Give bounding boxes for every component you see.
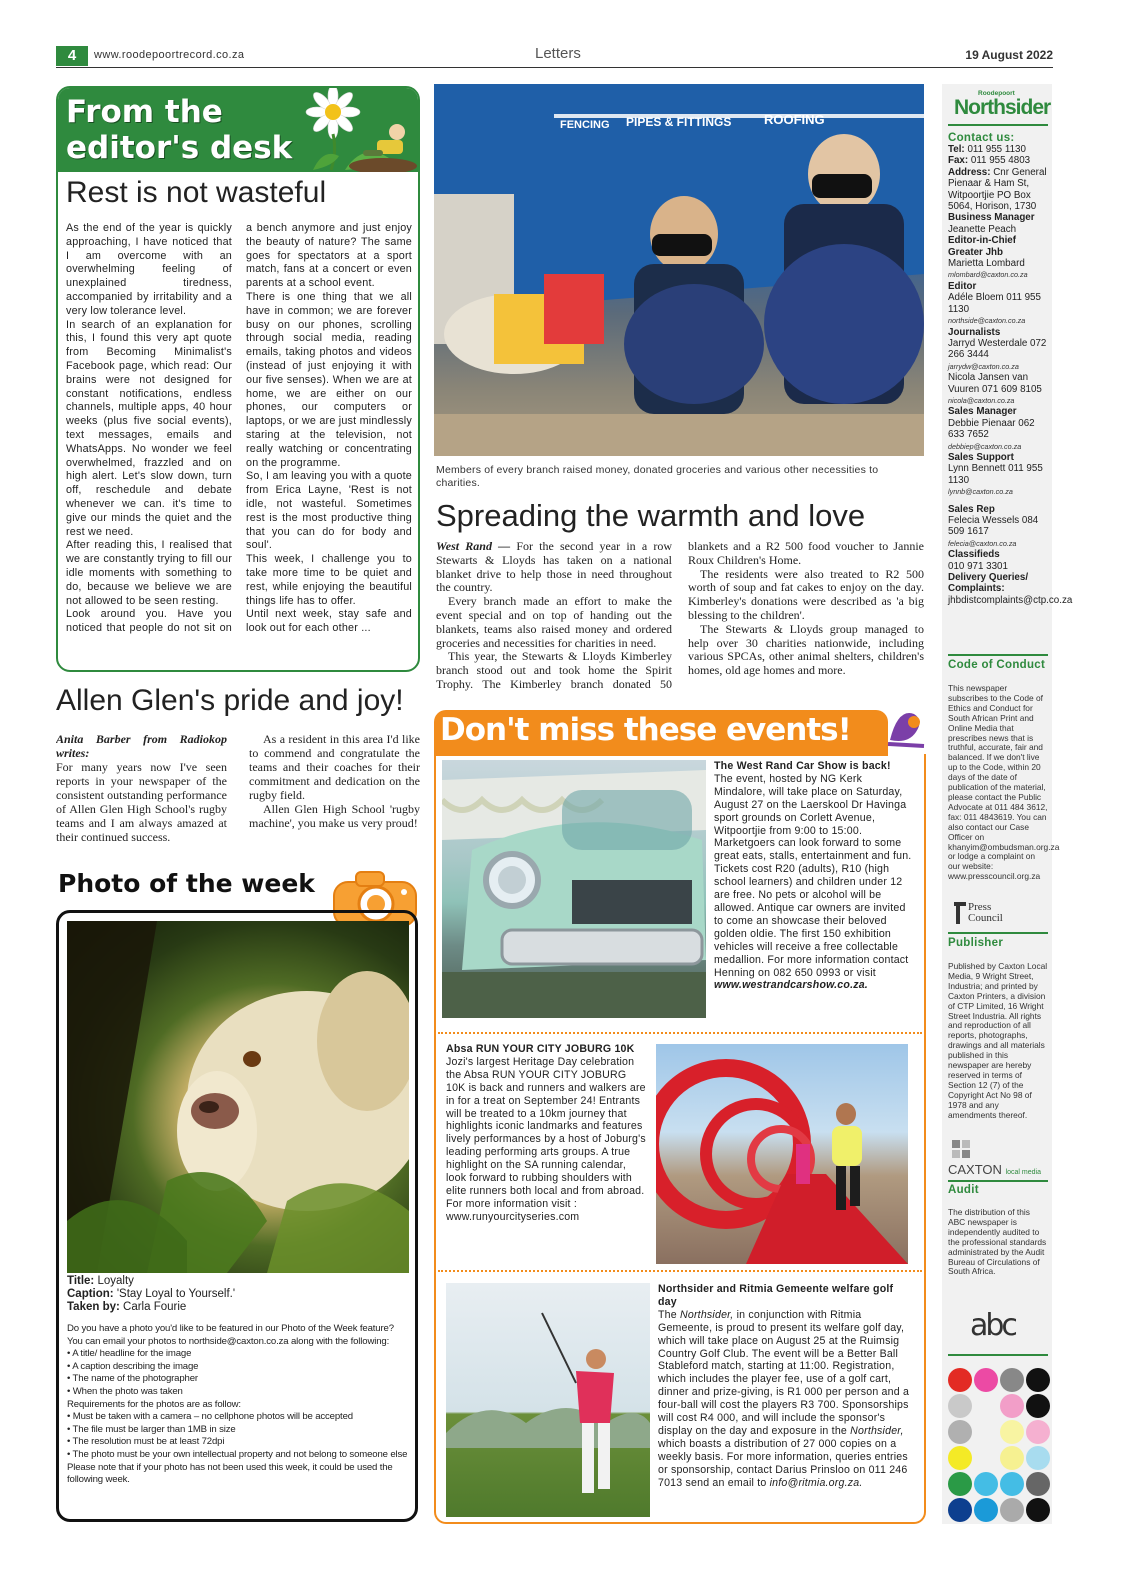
car-show-photo xyxy=(442,760,706,1018)
golf-email-link[interactable]: info@ritmia.org.za. xyxy=(769,1476,863,1489)
page-number: 4 xyxy=(56,46,88,66)
car-show-event xyxy=(714,760,914,992)
color-dot xyxy=(948,1472,972,1496)
letter-paragraph: As a resident in this area I'd like to commend and congratulate the teams and their coaches for their commitment and dedication on the rugby field. xyxy=(249,732,420,802)
photo-caption-line: Caption: 'Stay Loyal to Yourself.' xyxy=(67,1288,236,1300)
dateline: West Rand — xyxy=(436,540,511,553)
party-horn-icon xyxy=(884,700,928,750)
audit-heading: Audit xyxy=(948,1184,979,1196)
letter-paragraph: For many years now I've seen reports in your newspaper of the consistent outstanding performance of Allen Glen High School's rugby teams and I am always amazed at their continued success. xyxy=(56,760,227,844)
color-dot xyxy=(948,1368,972,1392)
daisy-cartoon-icon xyxy=(293,86,419,172)
editor-paragraph: Look around you. Have you noticed that people do not sit on a bench anymore and just enjoy the beauty of nature? The same goes for spectators at a sport match, fans at a concert or even parents at a school event. xyxy=(66,222,412,635)
article-paragraph: Every branch made an effort to make the event special and on top of handing out the blankets, teams also raised money and ordered groceries and necessities for charities in need. xyxy=(436,594,672,650)
blanket-drive-illustration xyxy=(434,84,924,456)
allen-glen-headline: Allen Glen's pride and joy! xyxy=(56,684,404,717)
masthead-top: Roodepoort xyxy=(978,90,1015,97)
issue-date: 19 August 2022 xyxy=(965,48,1053,62)
color-dot xyxy=(1000,1472,1024,1496)
color-dot xyxy=(948,1498,972,1522)
run-event xyxy=(446,1043,646,1224)
requirements-heading: Requirements for the photos are as follow: xyxy=(67,1398,241,1410)
editor-paragraph: After reading this, I realised that we are constantly trying to fill our idle moments with something to do, because we believe we are not allowed to be seen resting. xyxy=(66,539,232,607)
run-title: Absa RUN YOUR CITY JOBURG 10K xyxy=(446,1043,635,1055)
requirement-item: • The file must be larger than 1MB in size xyxy=(67,1423,236,1435)
dog-illustration xyxy=(67,921,409,1273)
editor-banner xyxy=(58,88,418,172)
events-divider xyxy=(438,1032,922,1034)
sidebar-rule xyxy=(948,1180,1048,1182)
color-dot xyxy=(948,1394,972,1418)
run-photo xyxy=(656,1044,908,1264)
sidebar-rule xyxy=(948,1354,1048,1356)
audit-text: The distribution of this ABC newspaper is independently audited to the professional standards administrated by the Audit Bureau of Circulations of South Africa. xyxy=(948,1207,1047,1277)
vintage-car-illustration xyxy=(442,760,706,1018)
submission-note: Please note that if your photo has not been used this week, it could be used the following week. xyxy=(67,1461,393,1486)
publisher-heading: Publisher xyxy=(948,937,1004,949)
color-dot xyxy=(974,1472,998,1496)
golf-body: The Northsider, in conjunction with Ritmia Gemeente, is proud to present its welfare golf day, which will take place on August 25 at the Ruimsig Country Golf Club. The event will be a Better Ball Stableford match, starting at 11:00. Registration, which includes the player fee, use of a golf cart, dinner and prize-giving, is R1 000 per person and a four-ball will cost the players R3 700. Sponsorships will cost R4 000, and will include the sponsor's display on the day and exposure in the Northsider, which boasts a distribution of 27 000 copies on a weekly basis. For more information, queries entries or sponsorship, contact Darius Prinsloo on 011 246 7013 send an email to info@ritmia.org.za. xyxy=(658,1308,910,1489)
caxton-logo: CAXTON local media xyxy=(948,1162,1041,1177)
photo-of-week-title: Photo of the week xyxy=(58,869,315,898)
blanket-drive-photo xyxy=(434,84,924,456)
submission-item: • A title/ headline for the image xyxy=(67,1348,192,1360)
article-paragraph: The residents were also treated to R2 500 worth of soup and fat cakes to enjoy on the day. Kimberley's donations were described as 'a big blessing to the children'. xyxy=(688,566,924,622)
submission-item: • When the photo was taken xyxy=(67,1385,183,1397)
editor-paragraph: As the end of the year is quickly approaching, I have noticed that I am overcome with an overwhelming feeling of unexplained tiredness, accompanied by irritability and a very low tolerance level. xyxy=(66,222,232,317)
staff-entry: Classifieds 010 971 3301 xyxy=(948,549,1008,572)
staff-entry: Editor Adéle Bloem 011 955 1130 northside@caxton.co.za xyxy=(948,280,1041,326)
dog-photo xyxy=(67,921,409,1273)
golf-title: Northsider and Ritmia Gemeente welfare golf day xyxy=(658,1283,894,1308)
color-dot xyxy=(1026,1472,1050,1496)
submission-item: • The name of the photographer xyxy=(67,1373,198,1385)
photo-caption: Members of every branch raised money, donated groceries and various other necessities to charities. xyxy=(436,464,879,489)
color-dot xyxy=(1000,1498,1024,1522)
contact-line: Tel: 011 955 1130 xyxy=(948,144,1026,155)
color-dot xyxy=(1000,1446,1024,1470)
editor-column xyxy=(66,222,412,666)
contact-heading: Contact us: xyxy=(948,132,1015,144)
color-dot xyxy=(974,1368,998,1392)
events-banner-title: Don't miss these events! xyxy=(440,712,851,748)
letter-byline: Anita Barber from Radiokop writes: xyxy=(56,732,227,760)
main-headline: Spreading the warmth and love xyxy=(436,498,866,533)
editor-paragraph: There is one thing that we all have in common; we are forever busy on our phones, scrolling through social media, reading emails, taking photos and videos (instead of just enjoying it with our five senses). When we are at home, we are either on our phones, our computers or laptops, or we are just mindlessly staring at the television, not really watching or concentrating on the programme. xyxy=(246,290,412,469)
requirement-item: • The resolution must be at least 72dpi xyxy=(67,1436,225,1448)
color-dot xyxy=(1026,1420,1050,1444)
contact-details xyxy=(948,144,1073,606)
color-dot xyxy=(1026,1368,1050,1392)
staff-entry: Nicola Jansen van Vuuren 071 609 8105 nicola@caxton.co.za xyxy=(948,372,1042,405)
color-dot xyxy=(1026,1498,1050,1522)
van-text: ROOFING xyxy=(764,112,825,127)
golfer-illustration xyxy=(446,1283,650,1517)
article-paragraph: West Rand — For the second year in a row Stewarts & Lloyds has taken on a national blanket drive to help those in need throughout the country. xyxy=(436,540,673,595)
events-divider xyxy=(438,1270,922,1272)
submission-intro: Do you have a photo you'd like to be featured in our Photo of the Week feature? You can email your photos to northside@caxton.co.za along with the following: xyxy=(67,1323,394,1347)
article-paragraph: The Stewarts & Lloyds group managed to help over 30 charities nationwide, including various SPCAs, other animal shelters, children's homes, old age homes and more. xyxy=(688,621,924,678)
van-text: FENCING xyxy=(560,119,610,131)
color-dot xyxy=(974,1498,998,1522)
code-text: This newspaper subscribes to the Code of Ethics and Conduct for South African Print and Online Media that prescribes news that is truthful, accurate, fair and balanced. If we don't live up to the Code, within 20 days of the date of publication of the material, please contact the Public Advocate at 011 484 3612, fax: 011 4843619. You can also contact our Case Officer on khanyim@ombudsman.org.za or lodge a complaint on our website: www.presscouncil.org.za xyxy=(948,683,1060,882)
van-text: PIPES & FITTINGS xyxy=(626,115,732,129)
photo-submission-info xyxy=(67,1323,411,1487)
staff-entry: Business Manager Jeanette Peach xyxy=(948,212,1035,235)
color-dot xyxy=(1000,1394,1024,1418)
editor-banner-title: From the editor's desk xyxy=(66,94,293,166)
editor-paragraph: So, I am leaving you with a quote from Erica Layne, 'Rest is not idle, not wasteful. Sometimes rest is the most productive thing that you can do for body and soul'. xyxy=(246,470,412,552)
car-show-title: The West Rand Car Show is back! xyxy=(714,760,891,772)
photo-credits xyxy=(67,1275,411,1314)
editor-paragraph: This week, I challenge you to take more time to be quiet and rest, while enjoying the beautiful things life has to offer. xyxy=(246,553,412,607)
staff-entry: Editor-in-Chief Greater Jhb Marietta Lombard mlombard@caxton.co.za xyxy=(948,235,1028,280)
main-article xyxy=(436,540,924,692)
requirement-item: • Must be taken with a camera – no cellphone photos will be accepted xyxy=(67,1411,353,1423)
photo-taken-by-line: Taken by: Carla Fourie xyxy=(67,1301,187,1313)
color-dot xyxy=(1026,1446,1050,1470)
masthead-logo: Northsider xyxy=(954,96,1051,119)
color-dot xyxy=(1000,1420,1024,1444)
article-paragraph: This year, the Stewarts & Lloyds Kimberley branch stood out and took home the Spirit Trophy. The Kimberley branch donated 50 blankets and a R2 500 food voucher to Jannie Roux Children's Home. xyxy=(436,540,924,691)
contact-line: Address: Cnr General Pienaar & Ham St, Witpoortjie PO Box 5064, Horison, 1730 xyxy=(948,166,1047,213)
section-title: Letters xyxy=(535,45,581,62)
editor-paragraph: In search of an explanation for this, I found this very apt quote from Becoming Minimalist's Facebook page, which read: Our brains were not designed for constant notifications, endless channels, multiple apps, 40 hour weeks (plus five social events), text messages, emails and WhatsApps. No wonder we feel overwhelmed, frazzled and on high alert. Let's slow down, turn off, reschedule and debate whenever we can. it's time to give our minds the quiet and the rest we need. xyxy=(66,318,232,538)
color-dot xyxy=(1026,1394,1050,1418)
submission-item: • A caption describing the image xyxy=(67,1360,199,1372)
car-show-body: The event, hosted by NG Kerk Mindalore, will take place on Saturday, August 27 on the Laerskool Dr Havinga sport grounds on Corlett Avenue, Witpoortjie from 9:00 to 15:00. Marketgoers can look forward to some great eats, stalls, entertainment and fun. Tickets cost R20 (adults), R10 (high school learners) and children under 12 are free. No pets or alcohol will be allowed. Antique car owners are invited to come an showcase their beloved golden oldie. The first 150 exhibition vehicles will receive a free collectable medallion. For more information contact Henning on 082 650 0993 or visit www.westrandcarshow.co.za. xyxy=(714,772,912,992)
staff-entry: Journalists Jarryd Westerdale 072 266 3444 jarrydw@caxton.co.za xyxy=(948,326,1047,371)
staff-entry: Sales Support Lynn Bennett 011 955 1130 lynnb@caxton.co.za xyxy=(948,451,1043,497)
color-dot xyxy=(1000,1368,1024,1392)
runners-illustration xyxy=(656,1044,908,1264)
sidebar-rule xyxy=(948,654,1048,656)
press-council-logo: Press Council xyxy=(968,901,1003,924)
color-dot xyxy=(948,1420,972,1444)
editor-paragraph: Until next week, stay safe and look out for each other ... xyxy=(246,608,412,635)
website-url[interactable]: www.roodepoortrecord.co.za xyxy=(94,49,245,61)
golf-photo xyxy=(446,1283,650,1517)
staff-entry: Sales Manager Debbie Pienaar 062 633 7652 debbiep@caxton.co.za xyxy=(948,406,1035,451)
color-dot xyxy=(948,1446,972,1470)
run-body: Jozi's largest Heritage Day celebration the Absa RUN YOUR CITY JOBURG 10K is back and runners and walkers are in for a treat on September 24! Entrants will be treated to a 10km journey that highlights iconic landmarks and features lively performances by a host of Joburg's leading performing arts groups. A true highlight on the SA running calendar, look forward to rubbing shoulders with elite runners both local and from abroad. For more information visit : www.runyourcityseries.com xyxy=(446,1055,646,1223)
photo-of-week-box xyxy=(56,910,418,1522)
sidebar-rule xyxy=(948,932,1048,934)
code-heading: Code of Conduct xyxy=(948,659,1046,671)
caxton-logo-icon xyxy=(950,1138,974,1162)
allen-glen-letter xyxy=(56,732,420,862)
header-rule xyxy=(56,67,1053,68)
photo-title-line: Title: Loyalty xyxy=(67,1275,134,1287)
editor-box xyxy=(56,86,420,672)
staff-entry: Delivery Queries/ Complaints: jhbdistcomplaints@ctp.co.za xyxy=(948,572,1073,606)
staff-entry: Sales Rep Felecia Wessels 084 509 1617 felecia@caxton.co.za xyxy=(948,503,1039,548)
publisher-text: Published by Caxton Local Media, 9 Wright Street, Industria; and printed by Caxton Printers, a division of CTP Limited, 16 Wright Street Industria. All rights and reproduction of all reports, photographs, drawings and all materials published in this newspaper are hereby reserved in terms of Section 12 (7) of the Copyright Act No 98 of 1978 and any amendments thereof. xyxy=(948,961,1048,1120)
car-show-link[interactable]: www.westrandcarshow.co.za. xyxy=(714,979,868,992)
abc-logo: abc xyxy=(970,1308,1015,1343)
requirement-item: • The photo must be your own intellectual property and not belong to someone else xyxy=(67,1448,408,1460)
editor-headline: Rest is not wasteful xyxy=(66,176,327,209)
sidebar-rule xyxy=(948,124,1048,126)
letter-paragraph: Allen Glen High School 'rugby machine', you make us very proud! xyxy=(249,802,420,830)
contact-line: Fax: 011 955 4803 xyxy=(948,155,1031,167)
press-council-icon xyxy=(952,900,968,926)
golf-event xyxy=(658,1283,912,1490)
